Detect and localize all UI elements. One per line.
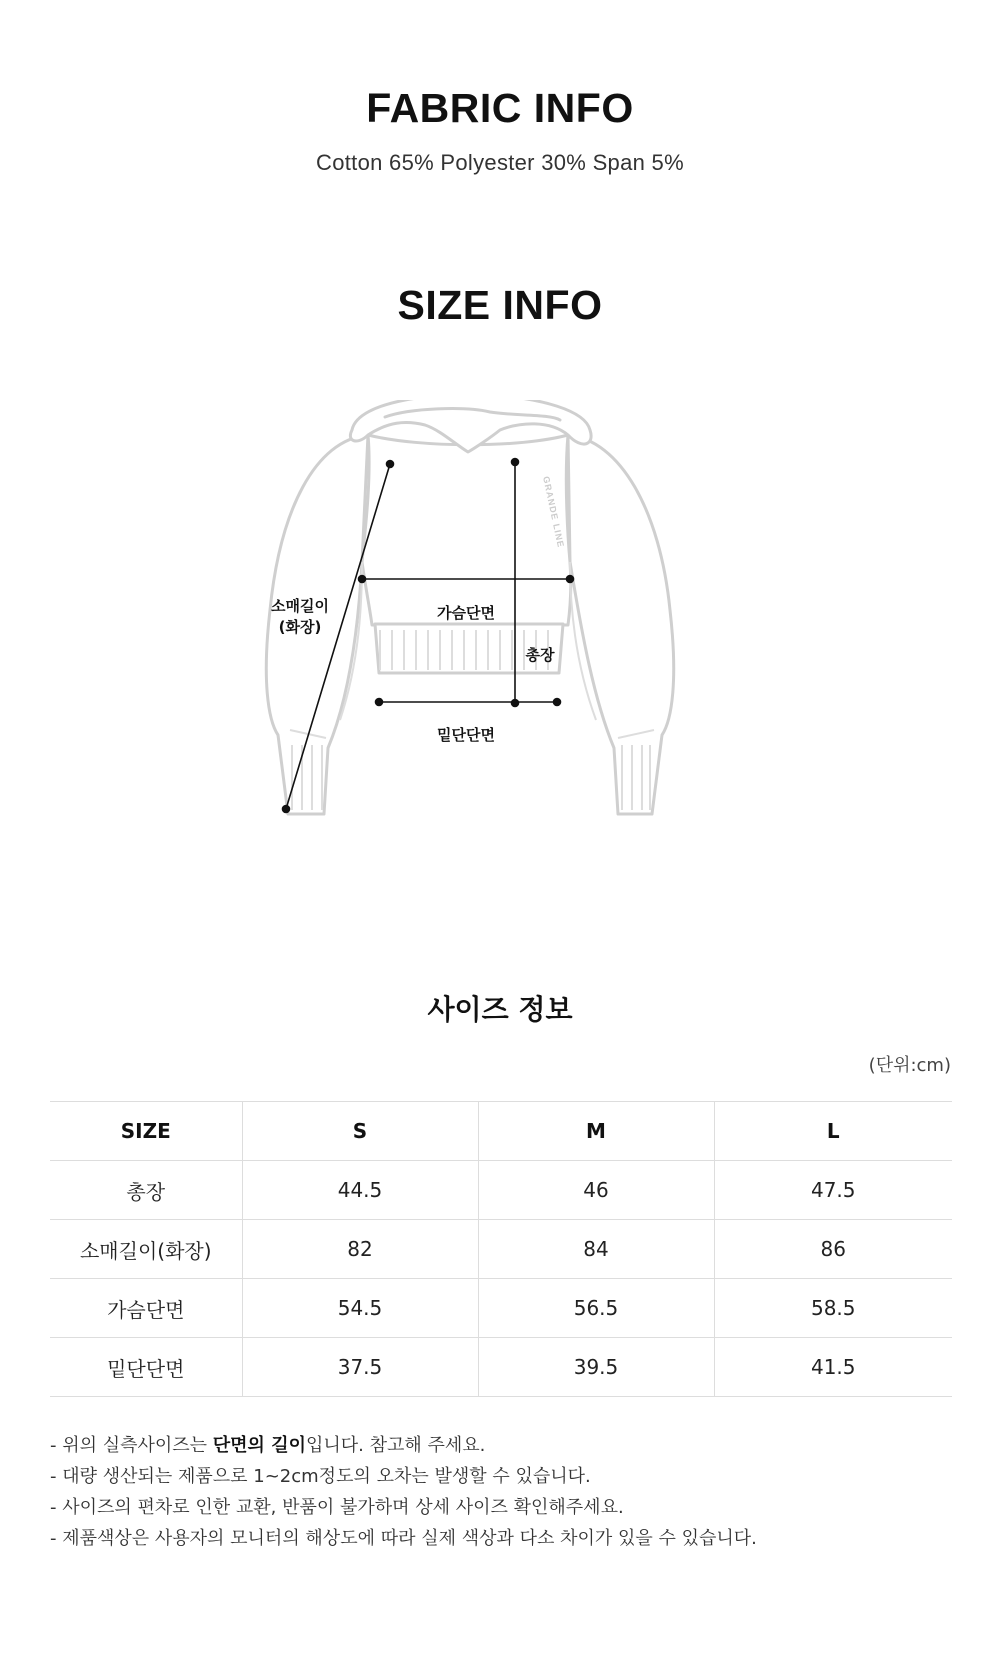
cell-value: 84 [478,1220,714,1279]
hoodie-size-diagram [250,400,750,840]
measure-point [387,461,394,468]
cell-value: 86 [714,1220,952,1279]
row-label: 소매길이(화장) [50,1220,242,1279]
note-item: - 대량 생산되는 제품으로 1~2cm정도의 오차는 발생할 수 있습니다. [50,1466,591,1487]
fabric-composition: Cotton 65% Polyester 30% Span 5% [316,150,684,175]
measure-point [554,699,561,706]
chest-width-label: 가슴단면 [437,604,495,622]
header-m: M [478,1102,714,1161]
note-item: - 사이즈의 편차로 인한 교환, 반품이 불가하며 상세 사이즈 확인해주세요. [50,1497,624,1518]
sleeve-length-label-line2: (화장) [278,618,322,636]
brand-print: GRANDE LINE [541,475,567,549]
cell-value: 37.5 [242,1338,478,1397]
measure-point [567,576,574,583]
hem-width-label: 밑단단면 [437,726,495,744]
note-item: - 제품색상은 사용자의 모니터의 해상도에 따라 실제 색상과 다소 차이가 있을 수 있습니다. [50,1528,757,1549]
cell-value: 41.5 [714,1338,952,1397]
cell-value: 39.5 [478,1338,714,1397]
table-row [50,1161,952,1220]
cell-value: 47.5 [714,1161,952,1220]
notes-list [50,1430,950,1554]
row-label: 가슴단면 [50,1279,242,1338]
sleeve-length-label [270,596,330,638]
note-item [50,1430,950,1461]
cell-value: 56.5 [478,1279,714,1338]
unit-label: (단위:cm) [868,1055,951,1076]
sleeve-length-label-line1: 소매길이 [271,597,329,615]
cell-value: 44.5 [242,1161,478,1220]
header-l: L [714,1102,952,1161]
size-table-title: 사이즈 정보 [427,993,573,1026]
measure-point [376,699,383,706]
measure-point [512,700,519,707]
fabric-info-title: FABRIC INFO [366,85,634,131]
measure-point [359,576,366,583]
cell-value: 82 [242,1220,478,1279]
note-emphasis: 단면의 길이 [212,1435,306,1456]
size-info-title: SIZE INFO [397,282,603,328]
total-length-label: 총장 [525,646,555,664]
cell-value: 58.5 [714,1279,952,1338]
row-label: 총장 [50,1161,242,1220]
measure-point [512,459,519,466]
header-size: SIZE [50,1102,242,1161]
table-row [50,1338,952,1397]
measure-point [283,806,290,813]
row-label: 밑단단면 [50,1338,242,1397]
table-header-row [50,1102,952,1161]
table-row [50,1220,952,1279]
header-s: S [242,1102,478,1161]
cell-value: 46 [478,1161,714,1220]
note-text: - 위의 실측사이즈는 [50,1435,213,1456]
table-row [50,1279,952,1338]
note-text: 입니다. 참고해 주세요. [305,1435,486,1456]
size-table [50,1101,952,1397]
cell-value: 54.5 [242,1279,478,1338]
